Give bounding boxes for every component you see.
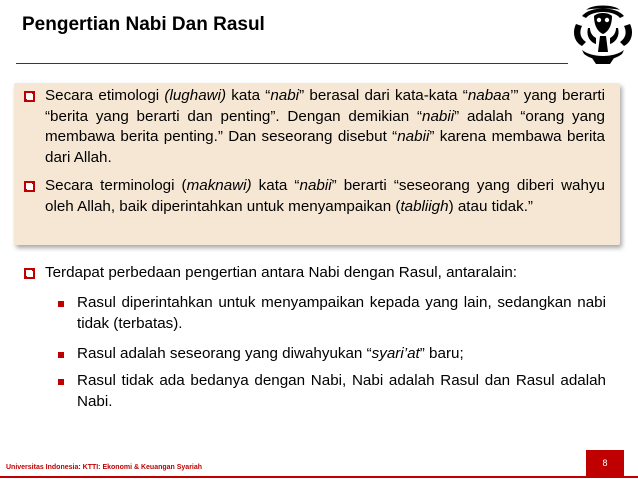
definition-box xyxy=(14,83,620,245)
footer-text: Universitas Indonesia: KTTI: Ekonomi & Keuangan Syariah xyxy=(6,464,203,471)
checkbox-bullet-icon xyxy=(24,91,35,102)
square-bullet-icon xyxy=(58,301,64,307)
checkbox-bullet-icon xyxy=(24,181,35,192)
etymology-paragraph: Secara etimologi (lughawi) kata “nabi” berasal dari kata-kata “nabaa’” yang berarti “berita yang berarti dan penting”. Dengan demikian “nabii” adalah “orang yang membawa berita penting.” Dan seseorang disebut “nabii” karena membawa berita dari Allah. xyxy=(45,87,605,166)
square-bullet-icon xyxy=(58,352,64,358)
terminology-paragraph: Secara terminologi (maknawi) kata “nabii” berarti “seseorang yang diberi wahyu oleh Allah, baik diperintahkan untuk menyampaikan (tabliigh) atau tidak.” xyxy=(45,177,605,215)
difference-item-1: Rasul diperintahkan untuk menyampaikan kepada yang lain, sedangkan nabi tidak (terbatas). xyxy=(77,294,606,332)
page-number: 8 xyxy=(586,450,624,477)
differences-intro: Terdapat perbedaan pengertian antara Nabi dengan Rasul, antaralain: xyxy=(45,264,517,281)
footer-divider xyxy=(0,476,638,478)
square-bullet-icon xyxy=(58,379,64,385)
checkbox-bullet-icon xyxy=(24,268,35,279)
difference-item-2: Rasul adalah seseorang yang diwahyukan “syari’at” baru; xyxy=(77,345,464,362)
title-divider xyxy=(16,63,568,64)
university-logo-icon xyxy=(568,2,638,66)
difference-item-3: Rasul tidak ada bedanya dengan Nabi, Nabi adalah Rasul dan Rasul adalah Nabi. xyxy=(77,372,606,410)
slide-title: Pengertian Nabi Dan Rasul xyxy=(22,14,265,35)
